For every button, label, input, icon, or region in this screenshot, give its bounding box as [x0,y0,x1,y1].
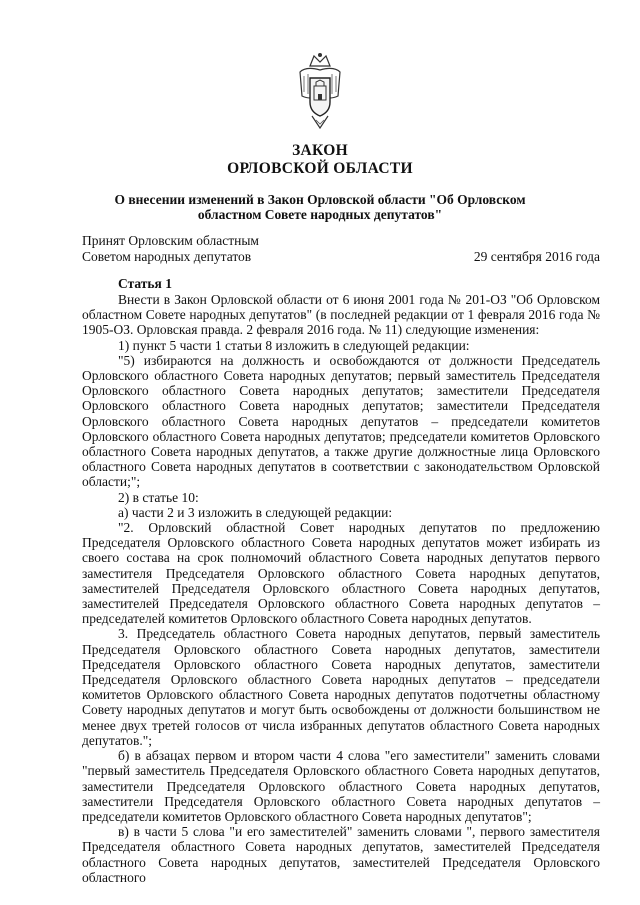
paragraph: 3. Председатель областного Совета народных депутатов, первый заместитель Председателя Орловского областного Совета народных депутатов, заместители Председателя Орловского областного Совета народных депутатов, заместители Председателя Орловского областного Совета народных депутатов – председатели комитетов Орловского областного Совета народных депутатов подотчетны областному Совету народных депутатов и могут быть освобождены от должности большинством не менее двух третей голосов от числа избранных депутатов областного Совета народных депутатов."; [82,626,600,748]
article-heading: Статья 1 [118,276,172,291]
paragraph: а) части 2 и 3 изложить в следующей редакции: [118,504,393,520]
paragraph: "2. Орловский областной Совет народных депутатов по предложению Председателя Орловского областного Совета народных депутатов может избирать из своего состава на срок полномочий областного Совета народных депутатов первого заместителя Председателя Орловского областного Совета народных депутатов, заместителей Председателя Орловского областного Совета народных депутатов, заместителей Председателя Орловского областного Совета народных депутатов – председателей комитетов Орловского областного Совета народных депутатов. [82,520,600,627]
doc-subtitle: О внесении изменений в Закон Орловской области "Об Орловском областном Совете народных депутатов" [114,192,526,222]
doc-title-line1: ЗАКОН [292,142,348,159]
paragraph: в) в части 5 слова "и его заместителей" заменить словами ", первого заместителя Председателя областного Совета народных депутатов, заместителей Председателя областного Совета народных депутатов, заместителей Председателя Орловского областного [82,824,600,885]
doc-title-line2: ОРЛОВСКОЙ ОБЛАСТИ [227,160,413,177]
paragraph: Внести в Закон Орловской области от 6 июня 2001 года № 201-ОЗ "Об Орловском областном Совете народных депутатов" (в последней редакции от 1 февраля 2016 года № 1905-ОЗ. Орловская правда. 2 февраля 2016 года. № 11) следующие изменения: [82,292,600,338]
paragraph: 2) в статье 10: [118,489,199,505]
article-body [82,292,600,885]
adoption-date: 29 сентября 2016 года [473,249,600,264]
adoption-block [82,233,259,265]
coat-of-arms-icon [296,52,344,130]
paragraph: б) в абзацах первом и втором части 4 слова "его заместители" заменить словами "первый заместитель Председателя Орловского областного Совета народных депутатов, заместители Председателя Орловского областного Совета народных депутатов, заместители Председателя Орловского областного Совета народных депутатов – председатели комитетов Орловского областного Совета народных депутатов"; [82,748,600,824]
adoption-line2: Советом народных депутатов [82,249,252,264]
paragraph: "5) избираются на должность и освобождаются от должности Председатель Орловского областного Совета народных депутатов; первый заместитель Председателя Орловского областного Совета народных депутатов; заместители Председателя Орловского областного Совета народных депутатов; заместители Председателя Орловского областного Совета народных депутатов – председатели комитетов Орловского областного Совета народных депутатов; председатели комитетов Орловского областного Совета народных депутатов, а также другие должностные лица Орловского областного Совета народных депутатов в соответствии с законодательством Орловской области;"; [82,352,600,490]
paragraph: 1) пункт 5 части 1 статьи 8 изложить в следующей редакции: [118,337,470,353]
adoption-line1: Принят Орловским областным [82,233,259,248]
